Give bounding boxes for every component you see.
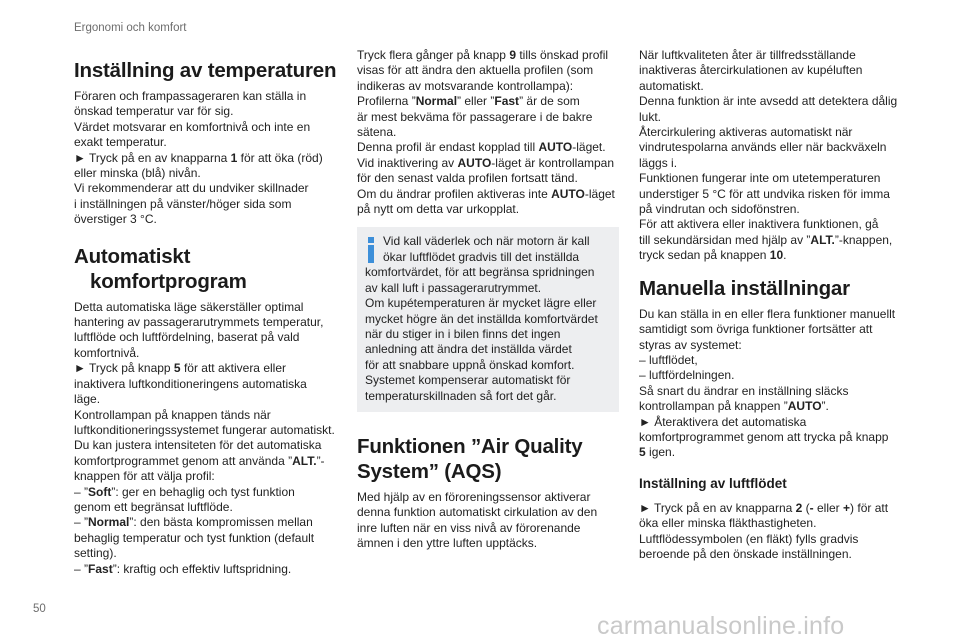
text-line: öka eller minska fläkthastigheten. <box>639 516 817 531</box>
text-line: Profilerna ”Normal” eller ”Fast” är de som <box>357 94 580 109</box>
text-line: ► Återaktivera det automatiska <box>639 414 807 429</box>
text-line: understiger 5 °C för att undvika risken för imma <box>639 186 890 201</box>
text-line: till sekundärsidan med hjälp av ”ALT.”-knappen, <box>639 232 893 247</box>
info-box <box>357 227 619 411</box>
text-line: samtidigt som övriga funktioner fortsätter att <box>639 322 873 337</box>
text-line: anledning att ändra det inställda värdet <box>365 342 572 357</box>
text-line: i inställningen på vänster/höger sida som <box>74 196 292 211</box>
text-line: – ”Soft”: ger en behaglig och tyst funktion <box>74 484 295 499</box>
aqs-continued-text <box>639 48 901 264</box>
watermark: carmanualsonline.info <box>597 612 845 640</box>
temperature-text <box>74 89 350 228</box>
text-line: Återcirkulering aktiveras automatiskt när <box>639 125 853 140</box>
profile-text <box>357 48 619 217</box>
text-line: luftkonditioneringssystemet fungerar automatiskt. <box>74 422 335 437</box>
text-line: denna funktion automatiskt cirkulation av den <box>357 505 598 520</box>
text-line: Du kan ställa in en eller flera funktioner manuellt <box>639 306 896 321</box>
running-header: Ergonomi och komfort <box>74 22 187 34</box>
text-line: 5 igen. <box>639 445 676 460</box>
text-line: Om du ändrar profilen aktiveras inte AUTO-läget <box>357 186 615 201</box>
heading-auto-comfort <box>74 244 350 294</box>
text-line: ökar luftflödet gradvis till det inställda <box>383 249 580 264</box>
text-line: Med hjälp av en föroreningssensor aktiverar <box>357 489 591 504</box>
text-line: knappen för att välja profil: <box>74 469 215 484</box>
column-2 <box>357 48 619 552</box>
text-line: Denna funktion är inte avsedd att detektera dålig <box>639 94 898 109</box>
text-line: är mest bekväma för passagerare i de bakre <box>357 109 593 124</box>
text-line: inaktiveras återcirkulationen av kupéluften <box>639 63 863 78</box>
info-text <box>365 234 611 403</box>
heading-aqs-line-2: System” (AQS) <box>357 459 502 483</box>
text-line: ämnen i den yttre luften upptäcks. <box>357 536 538 551</box>
text-line: Vid inaktivering av AUTO-läget är kontrollampan <box>357 155 615 170</box>
text-line: Luftflödessymbolen (en fläkt) fylls gradvis <box>639 531 859 546</box>
text-line: av kall luft i passagerarutrymmet. <box>365 280 542 295</box>
text-line: för den senast valda profilen fortsatt tänd. <box>357 171 578 186</box>
heading-aqs-line-1: Funktionen ”Air Quality <box>357 434 583 458</box>
text-line: önskad temperatur var för sig. <box>74 104 234 119</box>
text-line: – luftfördelningen. <box>639 368 735 383</box>
text-line: mycket högre än det inställda komfortvärdet <box>365 311 598 326</box>
text-line: överstiger 3 °C. <box>74 212 157 227</box>
text-line: när du stiger in i bilen finns det ingen <box>365 326 561 341</box>
text-line: Denna profil är endast kopplad till AUTO-läget. <box>357 140 606 155</box>
text-line: Vi rekommenderar att du undviker skillnader <box>74 181 309 196</box>
text-line: ► Tryck på en av knapparna 1 för att öka (röd) <box>74 150 323 165</box>
heading-temperature: Inställning av temperaturen <box>74 59 337 82</box>
heading-auto-line-2: komfortprogram <box>90 269 247 293</box>
text-line: komfortprogrammet genom att trycka på knapp <box>639 429 889 444</box>
text-line: behaglig temperatur och tyst funktion (default <box>74 530 315 545</box>
info-icon <box>365 237 377 263</box>
text-line: beroende på den önskade inställningen. <box>639 546 852 561</box>
text-line: ► Tryck på knapp 5 för att aktivera eller <box>74 361 286 376</box>
text-line: Systemet kompenserar automatiskt för <box>365 373 571 388</box>
text-line: läggs i. <box>639 155 678 170</box>
heading-manual-settings: Manuella inställningar <box>639 276 850 300</box>
text-line: Vid kall väderlek och när motorn är kall <box>383 234 590 249</box>
manual-settings-text <box>639 307 901 461</box>
text-line: Kontrollampan på knappen tänds när <box>74 407 271 422</box>
text-line: komfortnivå. <box>74 345 140 360</box>
text-line: för att snabbare uppnå önskad komfort. <box>365 357 575 372</box>
page-number: 50 <box>33 603 46 615</box>
text-line: Funktionen fungerar inte om utetemperaturen <box>639 171 881 186</box>
heading-auto-line-1: Automatiskt <box>74 244 191 268</box>
text-line: Du kan justera intensiteten för det automatiska <box>74 438 322 453</box>
text-line: ► Tryck på en av knapparna 2 (- eller +) för att <box>639 500 889 515</box>
text-line: tryck sedan på knappen 10. <box>639 248 787 263</box>
text-line: luftflöde och luftfördelning, baserat på vald <box>74 330 300 345</box>
text-line: temperaturskillnaden så fort det går. <box>365 388 557 403</box>
auto-comfort-text <box>74 300 350 577</box>
column-1 <box>74 48 350 577</box>
text-line: sätena. <box>357 125 397 140</box>
text-line: Detta automatiska läge säkerställer optimal <box>74 299 304 314</box>
text-line: Om kupétemperaturen är mycket lägre eller <box>365 296 597 311</box>
text-line: För att aktivera eller inaktivera funktionen, gå <box>639 217 879 232</box>
text-line: – luftflödet, <box>639 352 698 367</box>
text-line: inaktivera luftkonditioneringens automatiska <box>74 376 307 391</box>
text-line: automatiskt. <box>639 78 704 93</box>
text-line: eller minska (blå) nivån. <box>74 166 201 181</box>
text-line: visas för att ändra den aktuella profilen (som <box>357 63 594 78</box>
heading-airflow: Inställning av luftflödet <box>639 475 787 491</box>
text-line: vindrutespolarna används eller när backväxeln <box>639 140 887 155</box>
text-line: När luftkvaliteten åter är tillfredsställande <box>639 48 856 62</box>
aqs-text <box>357 490 619 552</box>
text-line: Så snart du ändrar en inställning släcks <box>639 383 849 398</box>
text-line: Tryck flera gånger på knapp 9 tills önskad profil <box>357 48 609 62</box>
text-line: genom ett begränsat luftflöde. <box>74 499 233 514</box>
airflow-text <box>639 501 901 563</box>
text-line: setting). <box>74 546 117 561</box>
text-line: komfortprogrammet genom att använda ”ALT.”- <box>74 453 325 468</box>
text-line: läge. <box>74 392 101 407</box>
text-line: – ”Fast”: kraftig och effektiv luftspridning. <box>74 561 292 576</box>
text-line: på vindrutan och sidofönstren. <box>639 202 800 217</box>
text-line: komfortvärdet, för att begränsa spridningen <box>365 265 595 280</box>
text-line: Föraren och frampassageraren kan ställa in <box>74 89 307 103</box>
text-line: kontrollampan på knappen ”AUTO”. <box>639 399 829 414</box>
column-3 <box>639 48 901 562</box>
text-line: Värdet motsvarar en komfortnivå och inte en <box>74 119 311 134</box>
text-line: – ”Normal”: den bästa kompromissen mellan <box>74 515 313 530</box>
text-line: inre luften när en viss nivå av förorenande <box>357 520 581 535</box>
text-line: styras av systemet: <box>639 337 742 352</box>
text-line: lukt. <box>639 109 662 124</box>
text-line: hantering av passagerarutrymmets temperatur, <box>74 315 324 330</box>
text-line: exakt temperatur. <box>74 135 167 150</box>
heading-aqs <box>357 434 619 484</box>
text-line: på nytt om detta var urkopplat. <box>357 202 520 217</box>
text-line: indikeras av motsvarande kontrollampa): <box>357 78 574 93</box>
